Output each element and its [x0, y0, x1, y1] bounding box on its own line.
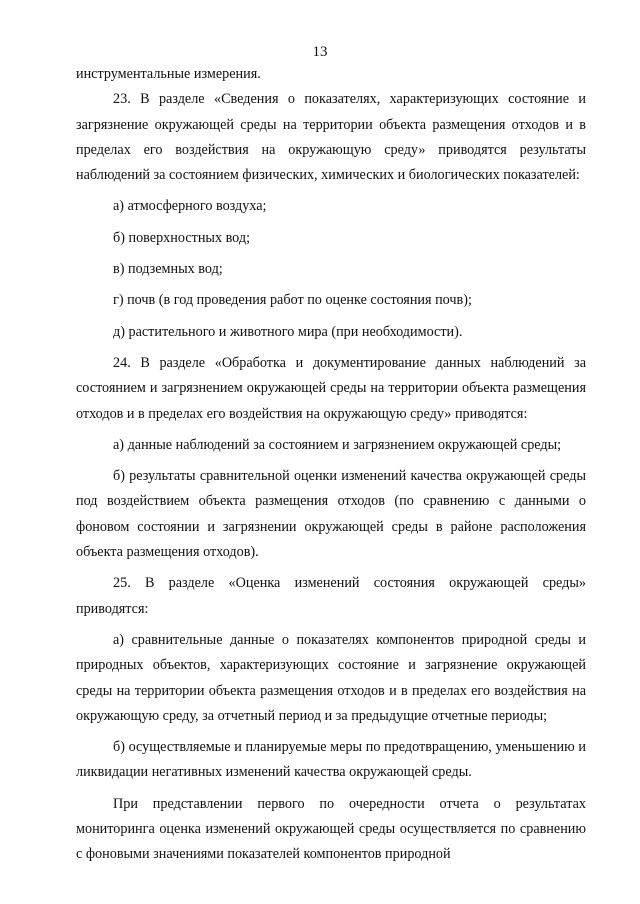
paragraph-24-b: б) результаты сравнительной оценки изменений качества окружающей среды под воздействием объекта размещения отходов (по сравнению с данными о фоновом состоянии и загрязнении окружающей среды в районе расположения объекта размещения отходов). [76, 468, 586, 561]
paragraph-first-report: При представлении первого по очередности отчета о результатах мониторинга оценка изменений окружающей среды осуществляется по сравнению с фоновыми значениями показателей компонентов природной [76, 795, 586, 863]
paragraph-25: 25. В разделе «Оценка изменений состояния окружающей среды» приводятся: [76, 575, 586, 617]
paragraph-25-a: а) сравнительные данные о показателях компонентов природной среды и природных объектов, характеризующих состояние и загрязнение окружающей среды на территории объекта размещения отходов и в пределах его воздействия на окружающую среду, за отчетный период и за предыдущие отчетные периоды; [76, 631, 586, 724]
document-body [76, 62, 586, 868]
list-item-g: г) почв (в год проведения работ по оценке состояния почв); [113, 292, 472, 309]
list-item-d: д) растительного и животного мира (при необходимости). [113, 323, 463, 340]
page-number: 13 [312, 44, 328, 60]
paragraph-23: 23. В разделе «Сведения о показателях, характеризующих состояние и загрязнение окружающей среды на территории объекта размещения отходов и в пределах его воздействия на окружающую среду» приводятся результаты наблюдений за состоянием физических, химических и биологических показателей: [76, 91, 586, 184]
paragraph-24-a: а) данные наблюдений за состоянием и загрязнением окружающей среды; [113, 436, 562, 453]
list-item-v: в) подземных вод; [113, 261, 223, 278]
paragraph-24: 24. В разделе «Обработка и документирование данных наблюдений за состоянием и загрязнением окружающей среды на территории объекта размещения отходов и в пределах его воздействия на окружающую среду» приводятся: [76, 354, 586, 422]
list-item-b: б) поверхностных вод; [113, 229, 251, 246]
paragraph-continuation: инструментальные измерения. [76, 66, 261, 82]
paragraph-25-b: б) осуществляемые и планируемые меры по предотвращению, уменьшению и ликвидации негативных изменений качества окружающей среды. [76, 739, 586, 781]
list-item-a: а) атмосферного воздуха; [113, 198, 267, 215]
